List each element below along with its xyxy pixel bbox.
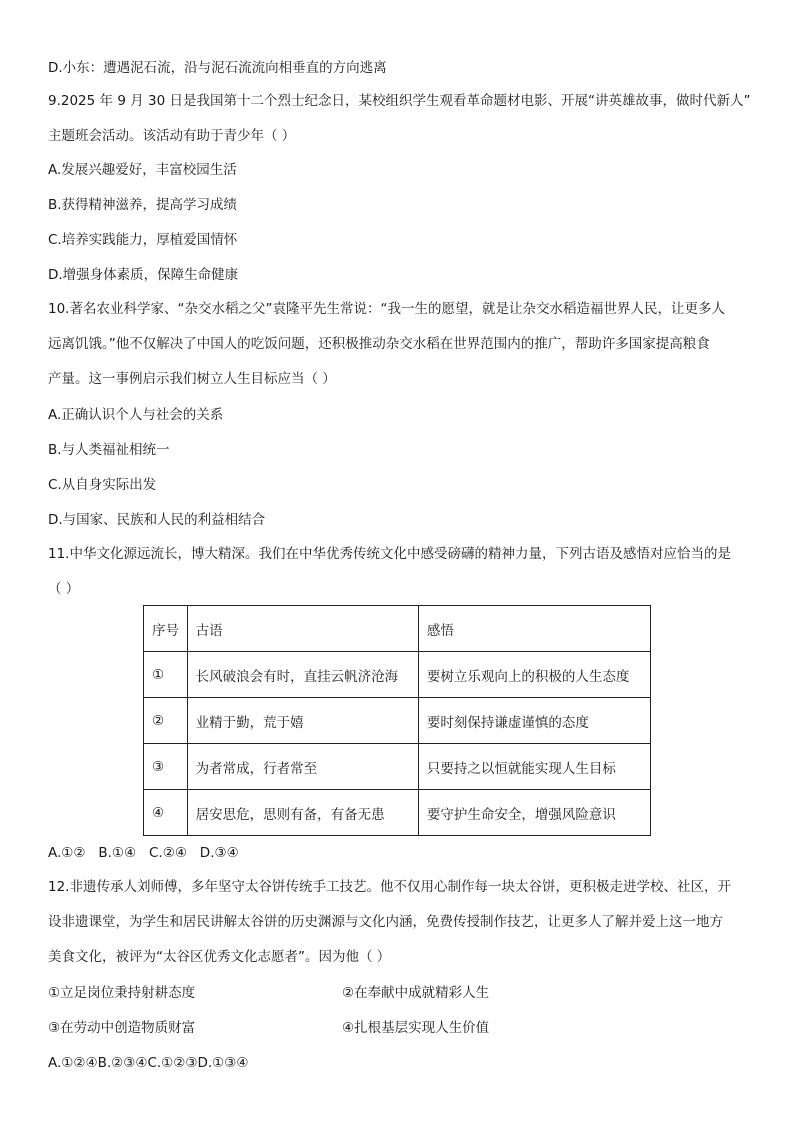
- q10-option-a: A.正确认识个人与社会的关系: [48, 407, 224, 423]
- q9-stem: [48, 84, 760, 154]
- table-cell: 要树立乐观向上的积极的人生态度: [418, 652, 650, 698]
- q10-stem: [48, 292, 760, 397]
- q12-statement: ③在劳动中创造物质财富: [48, 1020, 196, 1036]
- q10-option-d: D.与国家、民族和人民的利益相结合: [48, 512, 266, 528]
- q12-statement: ②在奉献中成就精彩人生: [342, 985, 490, 1001]
- q11-answer-options: A.①② B.①④ C.②④ D.③④: [48, 845, 239, 861]
- table-row: [144, 698, 651, 744]
- table-cell: ④: [144, 790, 188, 836]
- table-cell: ②: [144, 698, 188, 744]
- q12-stem: [48, 870, 760, 975]
- table-cell: 要时刻保持谦虚谨慎的态度: [418, 698, 650, 744]
- q9-option-b: B.获得精神滋养，提高学习成绩: [48, 197, 238, 213]
- q12-statement: ①立足岗位秉持射耕态度: [48, 985, 196, 1001]
- q11-table: [143, 605, 651, 836]
- table-header-row: [144, 606, 651, 652]
- q12-stem-line: 设非遗课堂，为学生和居民讲解太谷饼的历史渊源与文化内涵，免费传授制作技艺，让更多人了解并爱上这一地方: [48, 914, 723, 930]
- q11-stem-line: 11.中华文化源远流长，博大精深。我们在中华优秀传统文化中感受磅礴的精神力量，下列古语及感悟对应恰当的是: [48, 546, 731, 562]
- q10-stem-line: 产量。这一事例启示我们树立人生目标应当（ ）: [48, 371, 336, 387]
- q11-stem-line: （ ）: [48, 581, 80, 597]
- table-cell: 业精于勤，荒于嬉: [187, 698, 418, 744]
- q12-statements-row: [48, 983, 758, 1003]
- q9-option-d: D.增强身体素质，保障生命健康: [48, 267, 239, 283]
- q10-option-b: B.与人类福祉相统一: [48, 442, 170, 458]
- header-cell-insight: 感悟: [418, 606, 650, 652]
- table-cell: 居安思危，思则有备，有备无患: [187, 790, 418, 836]
- q9-stem-line: 主题班会活动。该活动有助于青少年（ ）: [48, 128, 296, 144]
- q12-stem-line: 12.非遗传承人刘师傅，多年坚守太谷饼传统手工技艺。他不仅用心制作每一块太谷饼，更积极走进学校、社区，开: [48, 879, 731, 895]
- q12-statement: ④扎根基层实现人生价值: [342, 1020, 490, 1036]
- header-cell-saying: 古语: [187, 606, 418, 652]
- q9-option-a: A.发展兴趣爱好，丰富校园生活: [48, 162, 237, 178]
- q9-option-c: C.培养实践能力，厚植爱国情怀: [48, 232, 238, 248]
- table-row: [144, 744, 651, 790]
- q8-option-d: D.小东：遭遇泥石流，沿与泥石流流向相垂直的方向逃离: [48, 60, 387, 76]
- q12-stem-line: 美食文化，被评为“太谷区优秀文化志愿者”。因为他（ ）: [48, 949, 391, 965]
- q9-stem-line: 9.2025 年 9 月 30 日是我国第十二个烈士纪念日，某校组织学生观看革命题材电影、开展“讲英雄故事，做时代新人”: [48, 93, 751, 109]
- table-cell: 只要持之以恒就能实现人生目标: [418, 744, 650, 790]
- q12-statements-row: [48, 1018, 758, 1038]
- table-row: [144, 790, 651, 836]
- q12-answer-options: A.①②④B.②③④C.①②③D.①③④: [48, 1055, 249, 1071]
- header-cell-index: 序号: [144, 606, 188, 652]
- table-cell: 长风破浪会有时，直挂云帆济沧海: [187, 652, 418, 698]
- q10-stem-line: 10.著名农业科学家、“杂交水稻之父”袁隆平先生常说：“我一生的愿望，就是让杂交水稻造福世界人民，让更多人: [48, 301, 725, 317]
- q10-stem-line: 远离饥饿。”他不仅解决了中国人的吃饭问题，还积极推动杂交水稻在世界范围内的推广，帮助许多国家提高粮食: [48, 336, 710, 352]
- table-cell: 要守护生命安全，增强风险意识: [418, 790, 650, 836]
- table-cell: ③: [144, 744, 188, 790]
- q11-stem: [48, 537, 760, 607]
- table-cell: 为者常成，行者常至: [187, 744, 418, 790]
- q10-option-c: C.从自身实际出发: [48, 477, 157, 493]
- table-row: [144, 652, 651, 698]
- table-cell: ①: [144, 652, 188, 698]
